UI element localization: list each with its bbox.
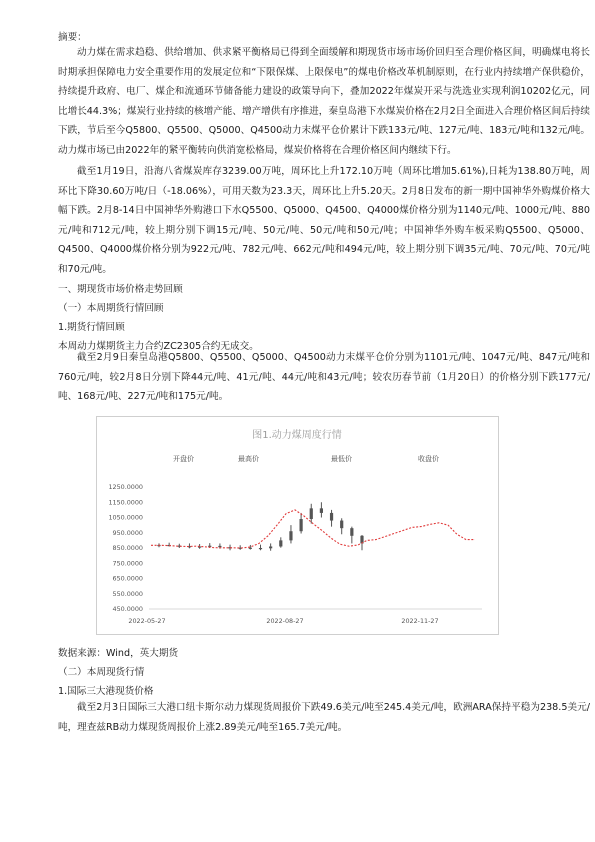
international-ports-paragraph: 截至2月3日国际三大港口纽卡斯尔动力煤现货周报价下跌49.6美元/吨至245.4美元/吨，欧洲ARA保持平稳为238.5美元/吨，理查兹RB动力煤现货周报价上涨2.89美元/吨至165.7美元/吨。	[58, 702, 590, 733]
chart-title: 图1.动力煤周度行情	[252, 430, 342, 441]
section-heading-1: 一、期现货市场价格走势回顾	[58, 284, 183, 295]
y-tick-label: 950.0000	[112, 528, 143, 537]
y-tick-label: 450.0000	[112, 605, 143, 614]
candle-body	[289, 531, 292, 540]
closing-trend-line	[151, 510, 475, 548]
candle-body	[269, 546, 272, 548]
legend-3: 最低价	[331, 455, 352, 463]
y-tick-label: 550.0000	[112, 589, 143, 598]
data-source: 数据来源：Wind，英大期货	[58, 648, 179, 659]
x-tick-label: 2022-05-27	[128, 617, 166, 625]
x-tick-label: 2022-08-27	[266, 617, 304, 625]
candle-body	[330, 513, 333, 521]
y-tick-label: 1150.0000	[108, 498, 143, 507]
candle-body	[350, 528, 353, 536]
y-tick-label: 650.0000	[112, 574, 143, 583]
legend-2: 最高价	[238, 455, 259, 463]
candle-body	[310, 508, 313, 519]
candle-body	[259, 548, 262, 549]
x-tick-label: 2022-11-27	[401, 617, 439, 625]
candle-body	[300, 519, 303, 531]
candle-body	[279, 540, 282, 546]
weekly-chart-svg	[97, 417, 498, 634]
y-tick-label: 850.0000	[112, 544, 143, 553]
legend-1: 开盘价	[173, 455, 194, 463]
candle-body	[218, 546, 221, 547]
section-heading-1-2: （二）本周现货行情	[58, 667, 145, 678]
candle-body	[360, 536, 363, 544]
spot-price-paragraph: 截至2月9日秦皇岛港Q5800、Q5500、Q5000、Q4500动力末煤平仓价分别为1101元/吨、1047元/吨、847元/吨和760元/吨，较2月8日分别下降44元/吨、41元/吨、44元/吨和43元/吨；较农历春节前（1月20日）的价格分别下跌177元/吨、168元/吨、227元/吨和175元/吨。	[58, 352, 590, 403]
abstract-heading: 摘要：	[58, 32, 87, 43]
candle-body	[249, 548, 252, 549]
section-heading-1-1: （一）本周期货行情回顾	[58, 303, 164, 314]
legend-4: 收盘价	[418, 455, 439, 463]
y-tick-label: 1050.0000	[108, 513, 143, 522]
y-tick-label: 1250.0000	[108, 483, 143, 492]
weekly-chart	[96, 416, 499, 635]
section-heading-1-2-1: 1.国际三大港现货价格	[58, 686, 154, 697]
inventory-paragraph: 截至1月19日，沿海八省煤炭库存3239.00万吨，周环比上升172.10万吨（周环比增加5.61%),日耗为138.80万吨，周环比下降30.60万吨/日（-18.06%），可用天数为23.3天，周环比上升5.20天。2月8日发布的新一期中国神华外购煤价格大幅下跌。2月8-14日中国神华外购港口下水Q5500、Q5000、Q4500、Q4000煤价格分别为1140元/吨、1000元/吨、880元/吨和712元/吨，较上期分别下调15元/吨、50元/吨、50元/吨和50元/吨；中国神华外购车板采购Q5500、Q5000、Q4500、Q4000煤价格分别为922元/吨、782元/吨、662元/吨和494元/吨，较上期分别下调35元/吨、70元/吨、70元/吨和70元/吨。	[58, 166, 590, 275]
section-heading-1-1-1: 1.期货行情回顾	[58, 322, 125, 333]
abstract-body: 动力煤在需求趋稳、供给增加、供求紧平衡格局已得到全面缓解和期现货市场市场价回归至合理价格区间，明确煤电将长时期承担保障电力安全重要作用的发展定位和“下限保煤、上限保电”的煤电价格改革机制原则，在行业内持续增产保供稳价，持续提升政府、电厂、煤企和流通环节储备能力建设的政策导向下，叠加2022年煤炭开采与洗选业实现利润10202亿元，同比增长44.3%；煤炭行业持续的核增产能、增产增供有序推进，秦皇岛港下水煤炭价格在2月2日全面进入合理价格区间后持续下跌，节后至今Q5800、Q5500、Q5000、Q4500动力末煤平仓价累计下跌133元/吨、127元/吨、183元/吨和132元/吨。动力煤市场已由2022年的紧平衡转向供消宽松格局，煤炭价格将在合理价格区间内继续下行。	[58, 47, 590, 156]
futures-paragraph: 本周动力煤期货主力合约ZC2305合约无成交。	[58, 341, 259, 352]
y-tick-label: 750.0000	[112, 559, 143, 568]
candle-body	[320, 508, 323, 513]
candle-body	[340, 521, 343, 529]
